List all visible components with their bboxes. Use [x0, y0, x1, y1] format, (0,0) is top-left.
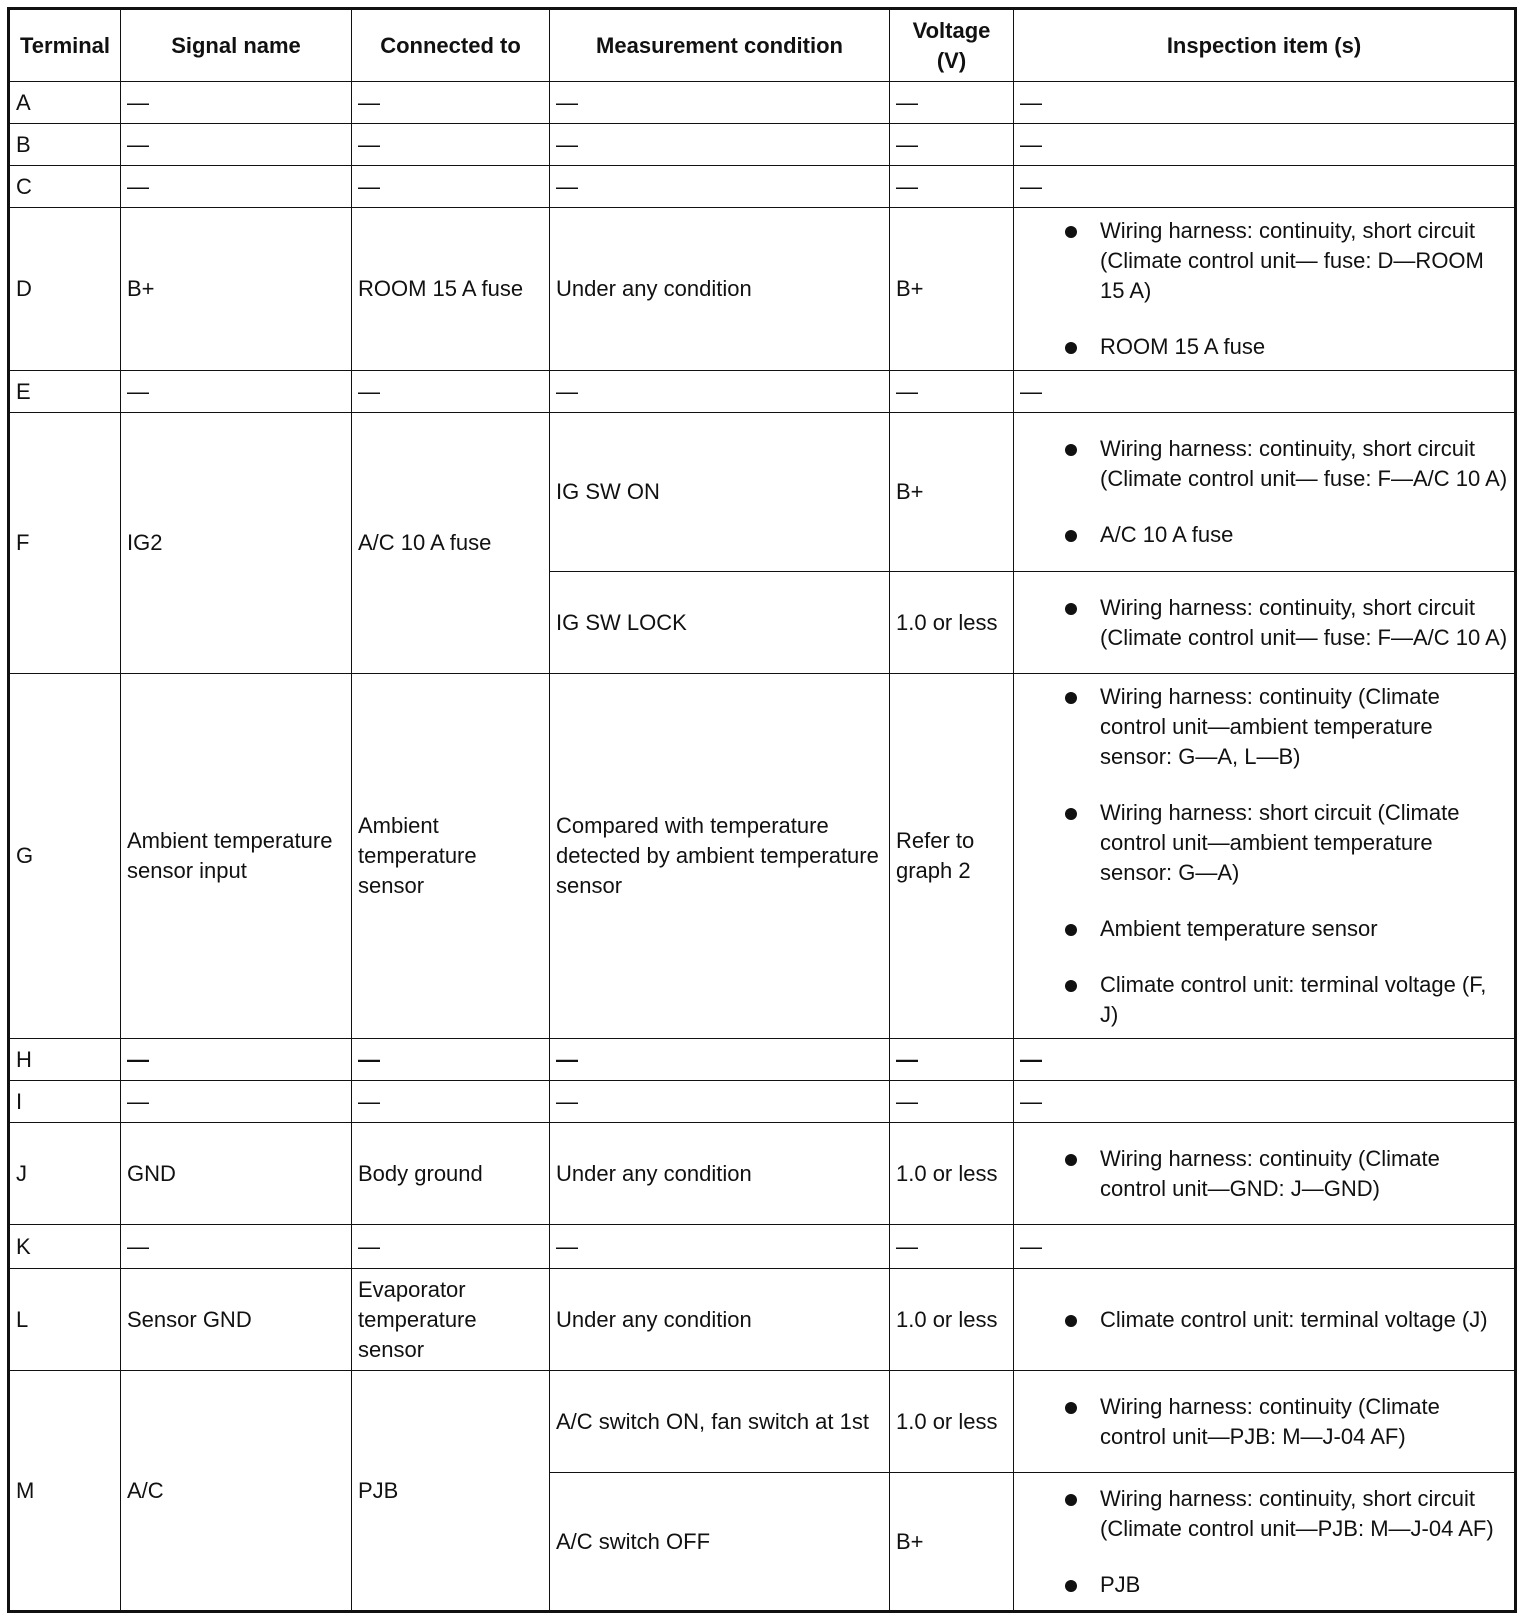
inspection-item: Wiring harness: continuity (Climate control unit—ambient temperature sensor: G—A, L—B)	[1020, 682, 1508, 772]
signal-cell: B+	[121, 208, 352, 371]
condition-cell: IG SW ON	[550, 413, 890, 572]
terminal-inspection-table	[7, 7, 1517, 1613]
terminal-cell: M	[9, 1371, 121, 1612]
inspection-list	[1020, 1144, 1508, 1204]
condition-cell: —	[550, 1039, 890, 1081]
inspection-item: ROOM 15 A fuse	[1020, 332, 1508, 362]
inspection-list	[1020, 682, 1508, 1030]
inspection-cell	[1014, 1123, 1516, 1225]
inspection-list	[1020, 216, 1508, 362]
terminal-cell: B	[9, 124, 121, 166]
inspection-list	[1020, 1305, 1508, 1335]
inspection-cell	[1014, 208, 1516, 371]
condition-cell: Under any condition	[550, 1269, 890, 1371]
header-signal-name: Signal name	[121, 9, 352, 82]
inspection-cell	[1014, 1473, 1516, 1612]
condition-cell: Under any condition	[550, 1123, 890, 1225]
table-row	[9, 1081, 1516, 1123]
inspection-cell	[1014, 413, 1516, 572]
connected-cell: —	[352, 1225, 550, 1269]
header-terminal: Terminal	[9, 9, 121, 82]
voltage-cell: B+	[890, 413, 1014, 572]
header-connected-to: Connected to	[352, 9, 550, 82]
connected-cell: A/C 10 A fuse	[352, 413, 550, 674]
voltage-cell: Refer to graph 2	[890, 674, 1014, 1039]
voltage-cell: 1.0 or less	[890, 1123, 1014, 1225]
condition-cell: Under any condition	[550, 208, 890, 371]
inspection-cell	[1014, 1269, 1516, 1371]
inspection-list	[1020, 1484, 1508, 1600]
connected-cell: —	[352, 1039, 550, 1081]
table-row	[9, 166, 1516, 208]
voltage-cell: 1.0 or less	[890, 572, 1014, 674]
voltage-cell: —	[890, 1039, 1014, 1081]
connected-cell: PJB	[352, 1371, 550, 1612]
signal-cell: —	[121, 82, 352, 124]
condition-cell: —	[550, 82, 890, 124]
connected-cell: Evaporator temperature sensor	[352, 1269, 550, 1371]
terminal-cell: E	[9, 371, 121, 413]
inspection-item: Wiring harness: continuity (Climate control unit—GND: J—GND)	[1020, 1144, 1508, 1204]
inspection-item: Climate control unit: terminal voltage (J)	[1020, 1305, 1508, 1335]
connected-cell: —	[352, 371, 550, 413]
table-row	[9, 1039, 1516, 1081]
terminal-cell: D	[9, 208, 121, 371]
voltage-cell: 1.0 or less	[890, 1269, 1014, 1371]
inspection-cell: —	[1014, 1081, 1516, 1123]
inspection-list	[1020, 593, 1508, 653]
voltage-cell: 1.0 or less	[890, 1371, 1014, 1473]
header-measurement-condition: Measurement condition	[550, 9, 890, 82]
voltage-cell: B+	[890, 1473, 1014, 1612]
header-voltage: Voltage (V)	[890, 9, 1014, 82]
condition-cell: —	[550, 124, 890, 166]
inspection-cell: —	[1014, 82, 1516, 124]
table-row	[9, 1123, 1516, 1225]
terminal-cell: C	[9, 166, 121, 208]
table-row	[9, 82, 1516, 124]
inspection-list	[1020, 1392, 1508, 1452]
voltage-cell: —	[890, 1225, 1014, 1269]
connected-cell: —	[352, 82, 550, 124]
terminal-cell: F	[9, 413, 121, 674]
signal-cell: GND	[121, 1123, 352, 1225]
signal-cell: —	[121, 1081, 352, 1123]
inspection-item: A/C 10 A fuse	[1020, 520, 1508, 550]
table-row	[9, 208, 1516, 371]
connected-cell: ROOM 15 A fuse	[352, 208, 550, 371]
signal-cell: —	[121, 1039, 352, 1081]
inspection-cell	[1014, 572, 1516, 674]
connected-cell: —	[352, 124, 550, 166]
inspection-item: Wiring harness: continuity, short circuit (Climate control unit— fuse: F—A/C 10 A)	[1020, 434, 1508, 494]
condition-cell: —	[550, 1225, 890, 1269]
terminal-cell: H	[9, 1039, 121, 1081]
condition-cell: A/C switch OFF	[550, 1473, 890, 1612]
connected-cell: —	[352, 1081, 550, 1123]
voltage-cell: —	[890, 166, 1014, 208]
table-row	[9, 124, 1516, 166]
terminal-cell: J	[9, 1123, 121, 1225]
terminal-cell: G	[9, 674, 121, 1039]
inspection-cell: —	[1014, 1039, 1516, 1081]
inspection-item: Wiring harness: continuity, short circuit (Climate control unit—PJB: M—J-04 AF)	[1020, 1484, 1508, 1544]
condition-cell: —	[550, 1081, 890, 1123]
table-row	[9, 413, 1516, 572]
terminal-cell: A	[9, 82, 121, 124]
inspection-cell: —	[1014, 371, 1516, 413]
inspection-cell	[1014, 1371, 1516, 1473]
inspection-cell: —	[1014, 124, 1516, 166]
signal-cell: —	[121, 166, 352, 208]
table-row	[9, 1371, 1516, 1473]
signal-cell: A/C	[121, 1371, 352, 1612]
voltage-cell: —	[890, 371, 1014, 413]
table-row	[9, 1269, 1516, 1371]
inspection-item: Wiring harness: continuity, short circuit (Climate control unit— fuse: F—A/C 10 A)	[1020, 593, 1508, 653]
signal-cell: —	[121, 1225, 352, 1269]
condition-cell: —	[550, 166, 890, 208]
voltage-cell: B+	[890, 208, 1014, 371]
terminal-cell: L	[9, 1269, 121, 1371]
table-row	[9, 1225, 1516, 1269]
inspection-cell: —	[1014, 166, 1516, 208]
inspection-list	[1020, 434, 1508, 550]
condition-cell: —	[550, 371, 890, 413]
inspection-cell	[1014, 674, 1516, 1039]
voltage-cell: —	[890, 124, 1014, 166]
signal-cell: —	[121, 124, 352, 166]
header-row	[9, 9, 1516, 82]
voltage-cell: —	[890, 82, 1014, 124]
header-inspection-items: Inspection item (s)	[1014, 9, 1516, 82]
table-row	[9, 674, 1516, 1039]
inspection-item: Climate control unit: terminal voltage (F, J)	[1020, 970, 1508, 1030]
inspection-item: PJB	[1020, 1570, 1508, 1600]
condition-cell: IG SW LOCK	[550, 572, 890, 674]
table-row	[9, 371, 1516, 413]
connected-cell: —	[352, 166, 550, 208]
inspection-item: Wiring harness: continuity (Climate control unit—PJB: M—J-04 AF)	[1020, 1392, 1508, 1452]
voltage-cell: —	[890, 1081, 1014, 1123]
signal-cell: IG2	[121, 413, 352, 674]
condition-cell: A/C switch ON, fan switch at 1st	[550, 1371, 890, 1473]
inspection-cell: —	[1014, 1225, 1516, 1269]
condition-cell: Compared with temperature detected by ambient temperature sensor	[550, 674, 890, 1039]
signal-cell: —	[121, 371, 352, 413]
connected-cell: Ambient temperature sensor	[352, 674, 550, 1039]
inspection-item: Wiring harness: continuity, short circuit (Climate control unit— fuse: D—ROOM 15 A)	[1020, 216, 1508, 306]
inspection-item: Wiring harness: short circuit (Climate control unit—ambient temperature sensor: G—A)	[1020, 798, 1508, 888]
terminal-cell: I	[9, 1081, 121, 1123]
terminal-cell: K	[9, 1225, 121, 1269]
signal-cell: Ambient temperature sensor input	[121, 674, 352, 1039]
connected-cell: Body ground	[352, 1123, 550, 1225]
signal-cell: Sensor GND	[121, 1269, 352, 1371]
inspection-item: Ambient temperature sensor	[1020, 914, 1508, 944]
